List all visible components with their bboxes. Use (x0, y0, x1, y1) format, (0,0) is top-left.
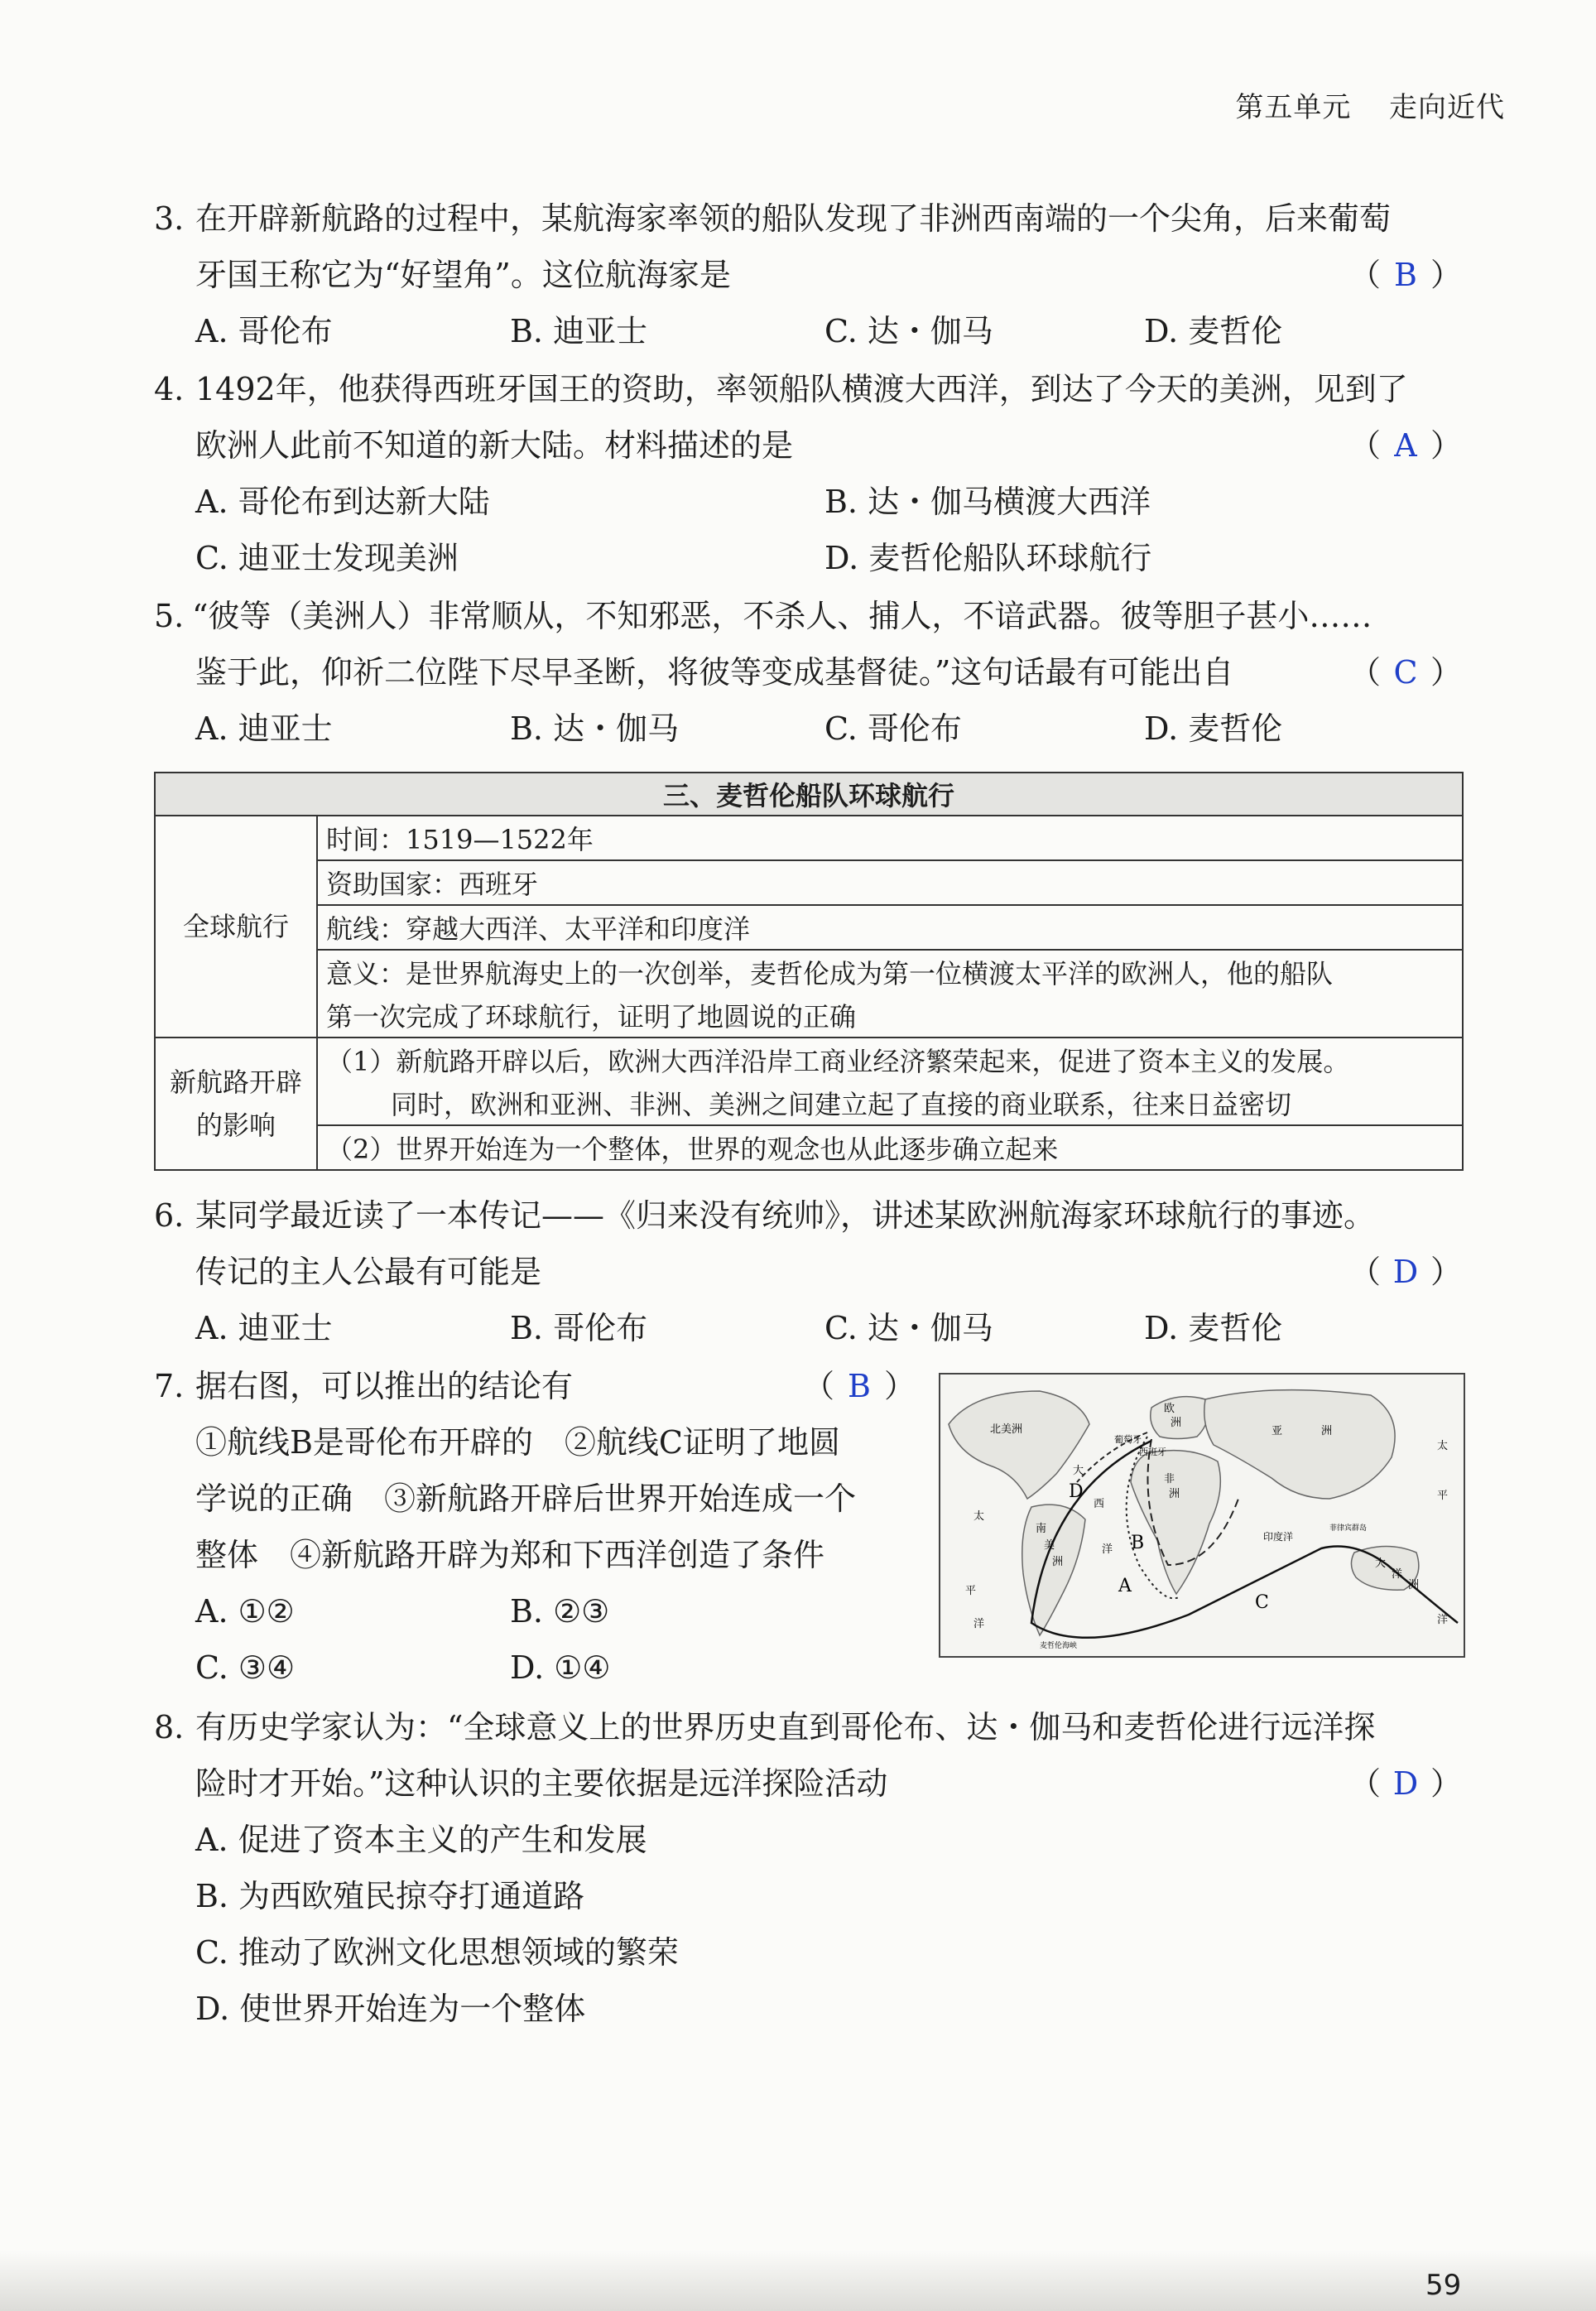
table-cell: 第一次完成了环球航行，证明了地圆说的正确 (317, 994, 1463, 1038)
map-label: 洋 (1437, 1614, 1449, 1626)
question-8 (154, 1699, 1462, 2037)
option-a: A. ①② (195, 1593, 295, 1630)
question-text: 某同学最近读了一本传记——《归来没有统帅》，讲述某欧洲航海家环球航行的事迹。 (195, 1197, 1376, 1234)
statement-line: 整体 ④新航路开辟为郑和下西洋创造了条件 (195, 1537, 825, 1573)
option-d: D. 麦哲伦 (1144, 313, 1283, 349)
africa-shape (1131, 1451, 1220, 1594)
map-label: 亚 (1272, 1425, 1283, 1437)
answer-letter: A (1394, 427, 1417, 464)
answer-bracket: （ C ） (1349, 644, 1462, 701)
option-c: C. 哥伦布 (824, 710, 962, 747)
option-a: A. 哥伦布 (195, 313, 333, 349)
option-c: C. ③④ (195, 1649, 296, 1686)
route-label-b: B (1131, 1533, 1145, 1553)
option-b: B. ②③ (510, 1593, 610, 1630)
option-a: A. 促进了资本主义的产生和发展 (195, 1822, 647, 1858)
option-b: B. 达・伽马 (510, 710, 680, 747)
map-label: 洲 (1408, 1579, 1420, 1591)
option-b: B. 哥伦布 (510, 1310, 648, 1346)
option-a: A. 迪亚士 (195, 1310, 333, 1346)
answer-bracket: （ D ） (1349, 1244, 1462, 1300)
answer-bracket: （ B ） (803, 1358, 916, 1414)
question-text: 在开辟新航路的过程中，某航海家率领的船队发现了非洲西南端的一个尖角，后来葡萄 (195, 200, 1392, 237)
summary-table (154, 772, 1464, 1171)
map-label: 西班牙 (1139, 1447, 1166, 1457)
question-text: 据右图，可以推出的结论有 (195, 1368, 574, 1404)
answer-letter: C (1393, 654, 1418, 691)
map-svg (940, 1375, 1464, 1656)
unit-label: 第五单元 (1235, 91, 1352, 124)
statement-line: 学说的正确 ③新航路开辟后世界开始连成一个 (195, 1480, 857, 1517)
option-c: C. 迪亚士发现美洲 (195, 540, 459, 576)
question-5 (154, 588, 1462, 757)
answer-letter: B (1394, 257, 1417, 293)
question-4 (154, 361, 1462, 586)
map-label: 太 (973, 1510, 985, 1523)
option-b: B. 达・伽马横渡大西洋 (824, 484, 1151, 520)
route-label-d: D (1069, 1481, 1084, 1502)
option-c: C. 推动了欧洲文化思想领域的繁荣 (195, 1934, 679, 1971)
map-label: 洲 (1171, 1417, 1182, 1429)
answer-bracket: （ D ） (1349, 1755, 1462, 1812)
question-text: “彼等（美洲人）非常顺从，不知邪恶，不杀人、捕人，不谙武器。彼等胆子甚小…… (192, 598, 1372, 634)
question-6 (154, 1187, 1462, 1356)
option-b: B. 为西欧殖民掠夺打通道路 (195, 1878, 585, 1914)
answer-bracket: （ B ） (1349, 247, 1462, 303)
option-d: D. 麦哲伦 (1144, 710, 1283, 747)
table-cell: 意义：是世界航海史上的一次创举，麦哲伦成为第一位横渡太平洋的欧洲人，他的船队 (317, 950, 1463, 994)
question-text: 牙国王称它为“好望角”。这位航海家是 (195, 257, 731, 293)
question-text: 有历史学家认为：“全球意义上的世界历史直到哥伦布、达・伽马和麦哲伦进行远洋探 (195, 1709, 1376, 1745)
page-number: 59 (1425, 2269, 1462, 2302)
map-label: 洲 (1052, 1556, 1064, 1568)
question-number: 7. (154, 1368, 185, 1404)
answer-bracket: （ A ） (1349, 417, 1462, 474)
world-routes-map (939, 1373, 1465, 1658)
map-label: 太 (1437, 1440, 1449, 1452)
map-label: 大 (1375, 1558, 1387, 1570)
map-label: 大 (1073, 1465, 1084, 1477)
table-cell: 同时，欧洲和亚洲、非洲、美洲之间建立起了直接的商业联系，往来日益密切 (317, 1081, 1463, 1125)
map-label: 洋 (1392, 1568, 1403, 1581)
question-number: 6. (154, 1197, 185, 1234)
page-footer-band (0, 2251, 1596, 2311)
question-text: 欧洲人此前不知道的新大陆。材料描述的是 (195, 427, 794, 464)
question-number: 3. (154, 200, 185, 237)
question-3 (154, 190, 1462, 359)
section-label-line: 的影响 (195, 1110, 276, 1141)
map-label: 西 (1094, 1498, 1105, 1510)
route-c-line (1031, 1441, 1458, 1638)
asia-shape (1204, 1390, 1395, 1499)
map-label: 洋 (1102, 1543, 1113, 1556)
map-label: 洋 (973, 1618, 985, 1630)
question-7 (154, 1358, 916, 1696)
question-number: 8. (154, 1709, 185, 1745)
map-label: 印度洋 (1263, 1531, 1294, 1543)
map-label: 北美洲 (990, 1423, 1023, 1436)
option-d: D. 麦哲伦 (1144, 1310, 1283, 1346)
table-cell: （2）世界开始连为一个整体，世界的观念也从此逐步确立起来 (317, 1125, 1463, 1170)
map-label: 菲律宾群岛 (1329, 1524, 1368, 1533)
option-c: C. 达・伽马 (824, 313, 993, 349)
option-d: D. 麦哲伦船队环球航行 (824, 540, 1152, 576)
option-a: A. 哥伦布到达新大陆 (195, 484, 490, 520)
statement-line: ①航线B是哥伦布开辟的 ②航线C证明了地圆 (195, 1424, 841, 1461)
section-label-line: 新航路开辟 (169, 1066, 302, 1098)
route-label-c: C (1255, 1592, 1269, 1613)
map-label: 洲 (1169, 1488, 1180, 1500)
answer-letter: B (848, 1368, 871, 1404)
route-label-a: A (1118, 1576, 1132, 1596)
table-cell: （1）新航路开辟以后，欧洲大西洋沿岸工商业经济繁荣起来，促进了资本主义的发展。 (317, 1038, 1463, 1081)
question-text: 鉴于此，仰祈二位陛下尽早圣断，将彼等变成基督徒。”这句话最有可能出自 (195, 654, 1234, 691)
option-d: D. ①④ (510, 1649, 611, 1686)
option-c: C. 达・伽马 (824, 1310, 993, 1346)
unit-title: 走向近代 (1389, 91, 1505, 124)
answer-letter: D (1392, 1765, 1419, 1802)
map-label: 欧 (1164, 1403, 1175, 1415)
map-label: 非 (1164, 1473, 1175, 1485)
table-title: 三、麦哲伦船队环球航行 (155, 773, 1463, 816)
table-cell: 资助国家：西班牙 (317, 860, 1463, 905)
table-cell: 航线：穿越大西洋、太平洋和印度洋 (317, 905, 1463, 950)
map-label: 美 (1044, 1539, 1055, 1552)
section-label (155, 1038, 317, 1170)
map-label: 葡萄牙 (1114, 1434, 1142, 1445)
option-a: A. 迪亚士 (195, 710, 333, 747)
question-text: 1492年，他获得西班牙国王的资助，率领船队横渡大西洋，到达了今天的美洲，见到了 (195, 371, 1408, 407)
map-label: 平 (1437, 1490, 1449, 1502)
map-label: 洲 (1321, 1425, 1333, 1437)
map-label: 平 (965, 1585, 977, 1597)
option-b: B. 迪亚士 (510, 313, 648, 349)
question-number: 5. (154, 598, 185, 634)
question-text: 传记的主人公最有可能是 (195, 1254, 542, 1290)
map-label: 麦哲伦海峡 (1040, 1642, 1078, 1650)
page-header (1235, 84, 1505, 125)
question-text: 险时才开始。”这种认识的主要依据是远洋探险活动 (195, 1765, 888, 1802)
map-label: 南 (1036, 1523, 1047, 1535)
option-d: D. 使世界开始连为一个整体 (195, 1991, 586, 2027)
section-label: 全球航行 (155, 816, 317, 1038)
table-cell: 时间：1519—1522年 (317, 816, 1463, 860)
answer-letter: D (1392, 1254, 1419, 1290)
question-number: 4. (154, 371, 185, 407)
